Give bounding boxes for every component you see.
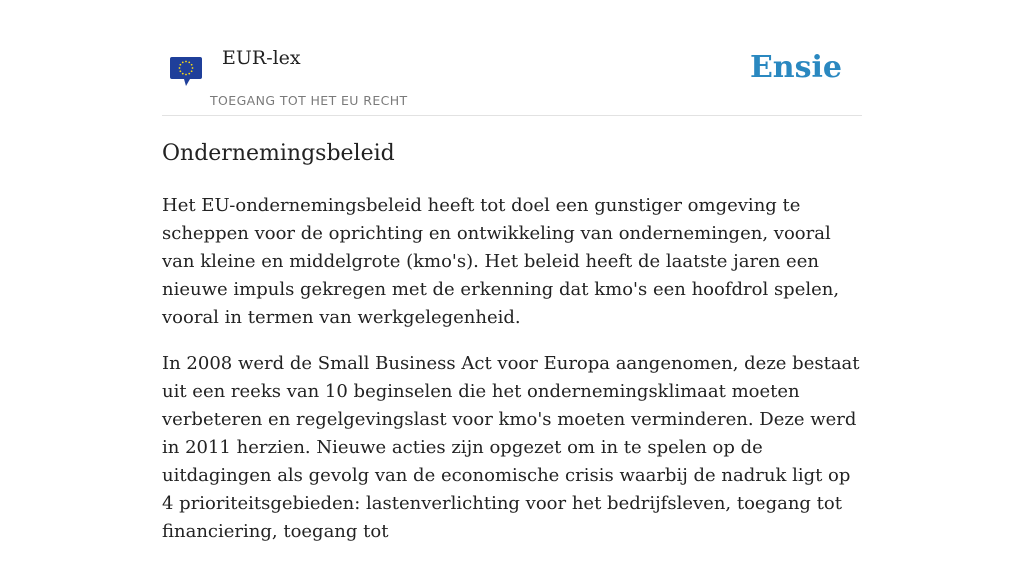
star-icon — [191, 70, 193, 72]
star-icon — [185, 74, 187, 76]
star-icon — [182, 61, 184, 63]
star-icon — [179, 70, 181, 72]
eu-flag-speech-bubble-icon — [169, 56, 203, 88]
source-tagline: TOEGANG TOT HET EU RECHT — [210, 93, 408, 108]
star-icon — [192, 67, 194, 69]
star-icon — [179, 64, 181, 66]
paragraph: Het EU-ondernemingsbeleid heeft tot doel een gunstiger omgeving te scheppen voor de oprichting en ontwikkeling van ondernemingen, vooral van kleine en middelgrote (kmo's). Het beleid heeft de laatste jaren een nieuwe impuls gekregen met de erkenning dat kmo's een hoofdrol spelen, vooral in termen van werkgelegenheid. — [162, 195, 840, 328]
star-icon — [191, 64, 193, 66]
source-name[interactable]: EUR-lex — [222, 47, 301, 69]
star-icon — [188, 61, 190, 63]
paragraph: In 2008 werd de Small Business Act voor Europa aangenomen, deze bestaat uit een reeks van 10 beginselen die het ondernemingsklimaat moeten verbeteren en regelgevingslast voor kmo's moeten verminderen. Deze werd in 2011 herzien. Nieuwe acties zijn opgezet om in te spelen op de uitdagingen als gevolg van de economische crisis waarbij de nadruk ligt op 4 prioriteitsgebieden: lastenverlichting voor het bedrijfsleven, toegang tot financiering, toegang tot — [162, 353, 860, 542]
star-icon — [185, 61, 187, 63]
star-icon — [188, 73, 190, 75]
star-icon — [182, 73, 184, 75]
header — [162, 0, 862, 116]
article-body — [162, 192, 862, 564]
page-title: Ondernemingsbeleid — [162, 141, 395, 166]
page — [162, 0, 862, 542]
star-icon — [179, 67, 181, 69]
brand-logo[interactable]: Ensie — [749, 50, 842, 85]
